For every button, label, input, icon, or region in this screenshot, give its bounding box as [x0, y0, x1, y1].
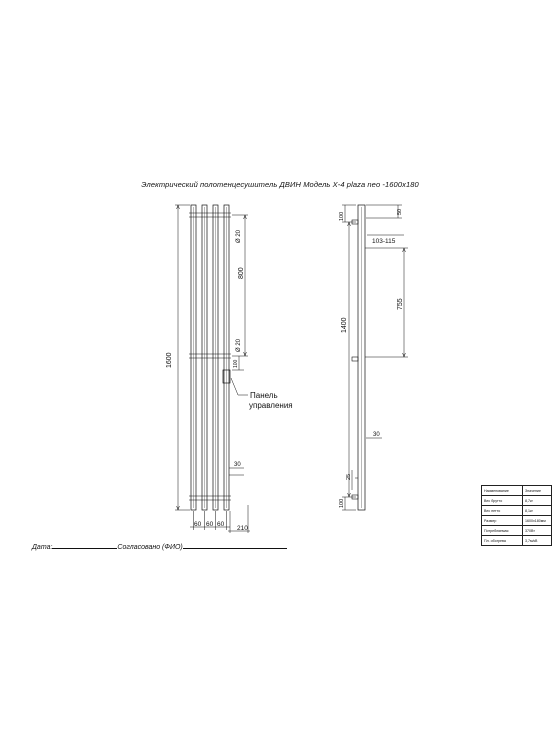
side-view-body [358, 205, 365, 510]
drawing-title: Электрический полотенцесушитель ДВИН Модель X-4 plaza neo -1600x180 [141, 180, 419, 189]
table-row [482, 496, 552, 506]
side-dim-1400-label: 1400 [341, 317, 348, 333]
table-row [482, 516, 552, 526]
specs-header-row [482, 486, 552, 496]
date-line[interactable] [52, 541, 117, 549]
table-row [482, 536, 552, 546]
side-dim-30-label: 30 [373, 432, 380, 438]
side-view-brackets [352, 220, 358, 499]
dim-100-front-label: 100 [233, 359, 239, 368]
dim-pitch-3-label: 60 [217, 521, 225, 528]
dim-30-front-label: 30 [234, 462, 241, 468]
spec-key: Вес брутто [482, 496, 523, 506]
front-view-brackets [189, 213, 231, 500]
side-dim-100-bottom-label: 100 [339, 498, 345, 508]
spec-value: 1600х180мм [523, 516, 552, 526]
dim-1600 [175, 205, 190, 510]
side-right-dims [365, 205, 408, 357]
dim-30-front [229, 468, 244, 475]
front-view-tubes [191, 205, 229, 510]
spec-key: Вес нетто [482, 506, 523, 516]
footer-signature [32, 541, 287, 551]
callout-panel-line2: управления [249, 401, 293, 410]
dim-800-label: 800 [238, 267, 245, 279]
callout-leader [231, 378, 248, 395]
side-dim-755-label: 755 [397, 298, 404, 310]
approved-label: Согласовано (ФИО) [117, 544, 183, 551]
callout-panel-line1: Панель [250, 391, 278, 400]
dim-pitch-1-label: 60 [194, 521, 202, 528]
spec-value: 8,1кг [523, 506, 552, 516]
side-dim-depth-label: 103-115 [372, 238, 396, 245]
specs-table [481, 485, 552, 546]
spec-key: Пл. обогрева [482, 536, 523, 546]
spec-value: 370Вт [523, 526, 552, 536]
specs-header-value: Значение [523, 486, 552, 496]
specs-header-key: Наименование [482, 486, 523, 496]
dim-1600-label: 1600 [166, 352, 173, 368]
date-label: Дата: [32, 544, 53, 551]
spec-value: 3,7м/кВ [523, 536, 552, 546]
side-small-dims [352, 438, 382, 490]
table-row [482, 506, 552, 516]
dim-diam-top-label: Ø 20 [236, 229, 242, 243]
spec-value: 8,7кг [523, 496, 552, 506]
side-left-dims [342, 205, 356, 510]
table-row [482, 526, 552, 536]
spec-key: Потребляемая [482, 526, 523, 536]
dim-pitch-2-label: 60 [206, 521, 214, 528]
spec-key: Размер [482, 516, 523, 526]
dim-diam-mid-label: Ø 20 [236, 338, 242, 352]
dim-width-label: 210 [237, 525, 248, 532]
approved-line[interactable] [183, 541, 287, 549]
side-dim-25-label: 25 [346, 473, 352, 480]
side-dim-100-top-label: 100 [339, 211, 345, 221]
side-dim-50-label: 50 [397, 208, 403, 215]
